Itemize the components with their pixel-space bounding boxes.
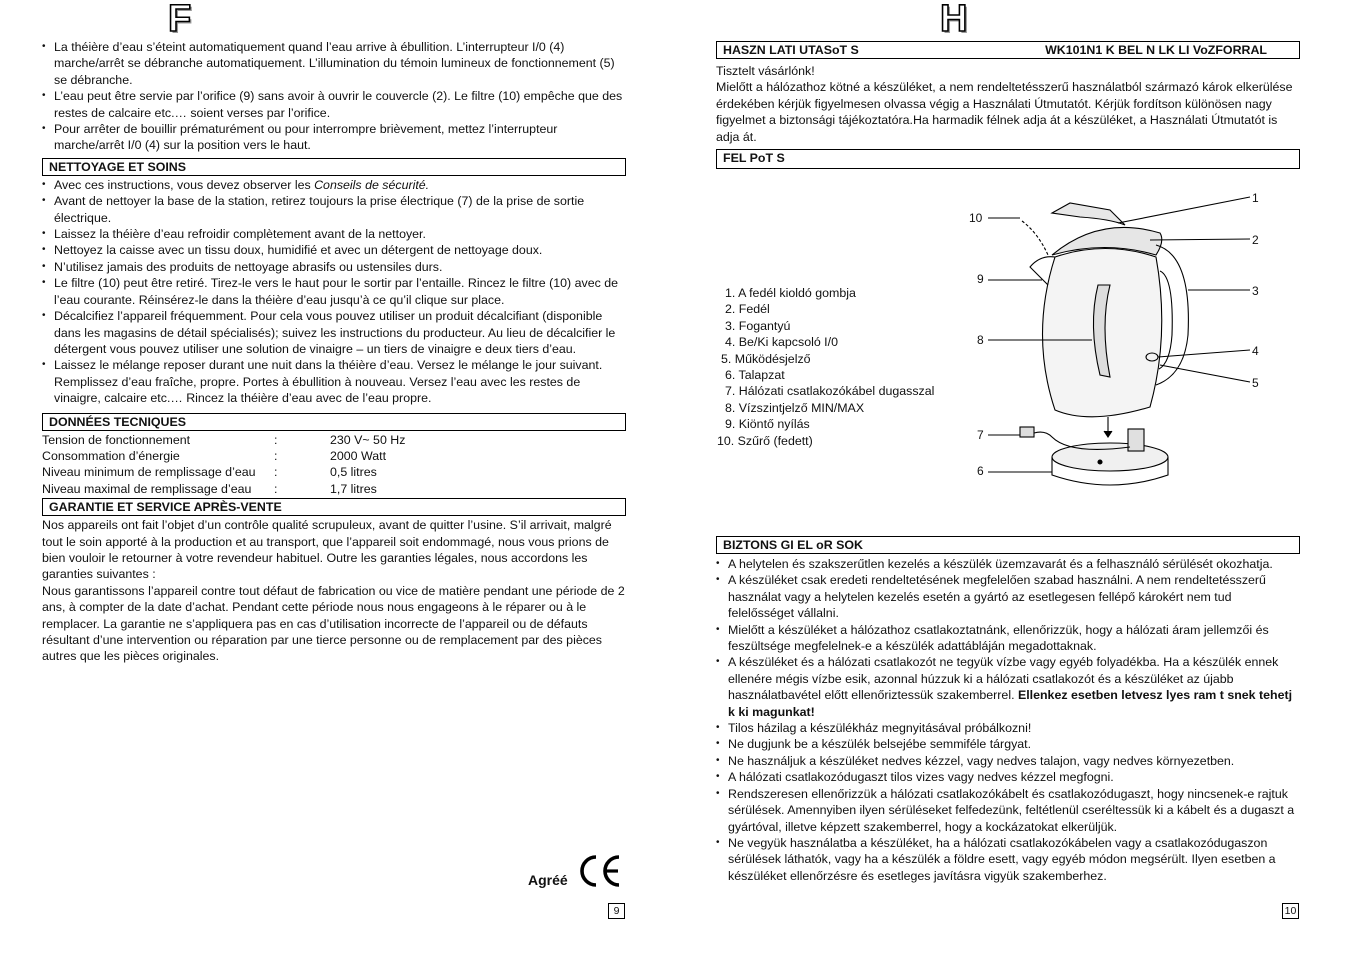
- list-item: • Laissez la théière d’eau refroidir complètement avant de la nettoyer.: [42, 226, 620, 242]
- callout-label: 3: [1252, 284, 1259, 298]
- list-item: 9. Kiöntő nyílás: [725, 417, 810, 432]
- bullet-text: Avec ces instructions, vous devez observer les: [54, 177, 315, 192]
- list-item: • Le filtre (10) peut être retiré. Tirez-le vers le haut pour le sortir par l’entaille. Rincez le filtre (10) avec de l’eau courante. Réinsérez-le dans la théière d’eau jusqu’à ce qu’il clique sur place.: [42, 275, 620, 308]
- section-heading-cleaning: NETTOYAGE ET SOINS: [42, 158, 626, 176]
- ce-mark-icon: [576, 851, 622, 891]
- list-item: • Mielőtt a készüléket a hálózathoz csatlakoztatnánk, ellenőrizzük, hogy a hálózati áram jellemzői és feszültsége megfelelnek-e a készülék adattábláján megadottaknak.: [716, 622, 1300, 655]
- left-column: [42, 39, 626, 665]
- list-item: • Nettoyez la caisse avec un tissu doux, humidifié et avec un détergent de nettoyage doux.: [42, 242, 620, 258]
- list-item: • Décalcifiez l’appareil fréquemment. Pour cela vous pouvez utiliser un produit décalcifiant (disponible dans les magasins de détail spécialisés); suivez les instructions du producteur. Au lieu de décalcifier le détergent vous pouvez utiliser une solution de vinaigre – un tiers de vinaigre e deux tiers d’eau.: [42, 308, 620, 357]
- intro-bullet-list: [42, 39, 626, 154]
- list-item: [42, 177, 620, 193]
- spec-label: Niveau maximal de remplissage d’eau: [42, 481, 252, 496]
- callout-label: 5: [1252, 376, 1259, 390]
- section-heading-safety: BIZTONS GI EL oR SOK: [716, 536, 1300, 554]
- spec-value: 0,5 litres: [330, 465, 377, 480]
- document-title-bar: [716, 41, 1300, 59]
- spec-label: Consommation d’énergie: [42, 448, 180, 463]
- list-item: 3. Fogantyú: [725, 318, 791, 333]
- document-title: HASZN LATI UTASoT S: [723, 43, 859, 57]
- callout-label: 6: [977, 464, 984, 478]
- list-item: • Ne használjuk a készüléket nedves kézzel, vagy nedves talajon, vagy nedves környezetben.: [716, 753, 1300, 769]
- table-row: [42, 432, 405, 448]
- list-item: 10. Szűrő (fedett): [717, 433, 813, 448]
- warranty-paragraph: Nous garantissons l’appareil contre tout défaut de fabrication ou vice de matière pendant une période de 2 ans, à compter de la date d’achat. Pendant cette période nous nous engageons à le réparer ou à le remplacer. La garantie ne s’appliquera pas en cas d’utilisation incorrecte de l’appareil ou de défauts résultant d’une intervention ou réparation par une tierce personne ou de remplacement par des pièces autres que les pièces originales.: [42, 583, 625, 664]
- callout-label: 1: [1252, 191, 1259, 205]
- right-column-top: [716, 41, 1300, 170]
- table-row: [42, 464, 405, 480]
- right-column-safety: [716, 536, 1300, 884]
- callout-label: 8: [977, 333, 984, 347]
- list-item: • A készüléket csak eredeti rendeltetésének megfelelően szabad használni. A nem rendeltetésszerű használat vagy a helytelen kezelés esetén a gyártó az esetlegesen fellépő károkért nem tud felelősséget vállalni.: [716, 572, 1300, 621]
- spec-label: Tension de fonctionnement: [42, 432, 191, 447]
- page-number: 9: [608, 903, 625, 919]
- language-letter-f: F: [168, 0, 192, 40]
- list-item: 2. Fedél: [725, 302, 770, 317]
- list-item: 6. Talapzat: [725, 368, 785, 383]
- callout-label: 7: [977, 428, 984, 442]
- list-item: • Ne vegyük használatba a készüléket, ha a hálózati csatlakozókábelen vagy a csatlakozódugaszon sérülések láthatók, vagy ha a készülék a földre esett, vagy egyéb módon megsérült. Ilyen esetben a készüléket ellenőrzésre és esetleges javításra vigyük szakemberhez.: [716, 835, 1300, 884]
- spec-separator: :: [274, 448, 278, 463]
- spec-separator: :: [274, 432, 278, 447]
- section-heading-warranty: GARANTIE ET SERVICE APRÈS-VENTE: [42, 498, 626, 516]
- intro-paragraph: Mielőtt a hálózathoz kötné a készüléket, a nem rendeltetésszerű használatból származó károk elkerülése érdekében kérjük figyelmesen olvassa végig a Használati Útmutatót. Kérjük fordítson különösen nagy figyelmet a biztonsági tájékoztatóra.Ha harmadik félnek adja át a készüléket, a Használati Útmutatót is adja át.: [716, 80, 1293, 144]
- section-heading-tech: DONNÉES TECNIQUES: [42, 413, 626, 431]
- safety-bullet-list: [716, 556, 1300, 884]
- bullet-text: A készüléket és a hálózati csatlakozót ne tegyük vízbe vagy egyéb folyadékba. Ha a készülék ennek ellenére mégis vízbe esik, azonnal húzzuk ki a hálózati csatlakozót és a készüléket az újabb használatbavétel előtt ellenőriztessük szakemberrel.: [728, 655, 1279, 703]
- list-item: 4. Be/Ki kapcsoló I/0: [725, 335, 838, 350]
- spec-value: 2000 Watt: [330, 448, 387, 463]
- list-item: 8. Vízszintjelző MIN/MAX: [725, 400, 865, 415]
- list-item: • La théière d’eau s’éteint automatiquement quand l’eau arrive à ébullition. L’interrupteur I/0 (4) marche/arrêt se débranche automatiquement. L’illumination du témoin lumineux de fonctionnement (5) se débranche.: [42, 39, 626, 88]
- list-item: • Avant de nettoyer la base de la station, retirez toujours la prise électrique (7) de la prise de sortie électrique.: [42, 193, 620, 226]
- list-item: • Pour arrêter de bouillir prématurément ou pour interrompre brièvement, mettez l’interrupteur marche/arrêt I/0 (4) sur la position vers le haut.: [42, 121, 626, 154]
- spec-separator: :: [274, 465, 278, 480]
- list-item: • A hálózati csatlakozódugaszt tilos vizes vagy nedves kézzel megfogni.: [716, 769, 1300, 785]
- list-item: • Tilos házilag a készülékház megnyitásával próbálkozni!: [716, 720, 1300, 736]
- approval-label: Agréé: [528, 872, 568, 888]
- warranty-paragraph: Nos appareils ont fait l’objet d’un contrôle qualité scrupuleux, avant de quitter l’usine. S’il arrivait, malgré tout le soin apporté à la production et au transport, que l’appareil soit endommagé, nous vous prions de bien vouloir le retourner à votre revendeur habituel. Outre les garanties légales, nous accordons les garanties suivantes :: [42, 518, 612, 582]
- list-item: 1. A fedél kioldó gombja: [725, 286, 856, 300]
- spec-separator: :: [274, 481, 278, 496]
- spec-value: 230 V~ 50 Hz: [330, 432, 406, 447]
- list-item: • Ne dugjunk be a készülék belsejébe semmiféle tárgyat.: [716, 736, 1300, 752]
- page-number: 10: [1282, 903, 1299, 919]
- tech-data-table: [42, 432, 405, 498]
- parts-list: [717, 285, 934, 449]
- list-item: • L’eau peut être servie par l’orifice (9) sans avoir à ouvrir le couvercle (2). Le filtre (10) empêche que des restes de calcaire etc.… soient verses par l’orifice.: [42, 88, 626, 121]
- callout-label: 4: [1252, 344, 1259, 358]
- table-row: [42, 448, 405, 464]
- section-heading-structure: FEL PoT S: [716, 149, 1300, 169]
- greeting: Tisztelt vásárlónk!: [716, 64, 815, 78]
- list-item: [716, 654, 1300, 720]
- spec-label: Niveau minimum de remplissage d’eau: [42, 465, 256, 480]
- list-item: 5. Működésjelző: [721, 351, 811, 366]
- model-title: WK101N1 K BEL N LK LI VoZFORRAL: [1045, 43, 1267, 57]
- safety-reference: Conseils de sécurité.: [314, 177, 430, 192]
- kettle-diagram: [960, 185, 1260, 495]
- language-letter-h: H: [940, 0, 968, 40]
- spec-value: 1,7 litres: [330, 481, 377, 496]
- list-item: • N’utilisez jamais des produits de nettoyage abrasifs ou ustensiles durs.: [42, 259, 620, 275]
- callout-label: 2: [1252, 233, 1259, 247]
- table-row: [42, 481, 405, 497]
- kettle-drawing: [960, 185, 1260, 495]
- list-item: • A helytelen és szakszerűtlen kezelés a készülék üzemzavarát és a felhasználó sérülését okozhatja.: [716, 556, 1300, 572]
- callout-label: 9: [977, 272, 984, 286]
- list-item: 7. Hálózati csatlakozókábel dugasszal: [725, 384, 935, 399]
- list-item: • Laissez le mélange reposer durant une nuit dans la théière d’eau. Versez le mélange le jour suivant. Remplissez d’eau fraîche, propre. Portes à ébullition à nouveau. Versez l’eau avec les restes de vinaigre, calcaire etc.… Rincez la théière d’eau avec de l’eau propre.: [42, 357, 620, 406]
- cleaning-bullet-list: [42, 177, 620, 407]
- list-item: • Rendszeresen ellenőrizzük a hálózati csatlakozókábelt és csatlakozódugaszt, hogy nincsenek-e rajtuk sérülések. Amennyiben ilyen sérüléseket felfedezünk, feltétlenül cseréltessük ki a kábelt és a dugaszt a gyártóval, illetve képzett szakemberrel, hogy a kockázatokat elkerüljük.: [716, 786, 1300, 835]
- ce-mark-logo: [576, 851, 622, 896]
- danger-warning: Ellenkez esetben letvesz lyes ram t snek tehetj k ki magunkat!: [728, 688, 1293, 719]
- callout-label: 10: [969, 211, 983, 225]
